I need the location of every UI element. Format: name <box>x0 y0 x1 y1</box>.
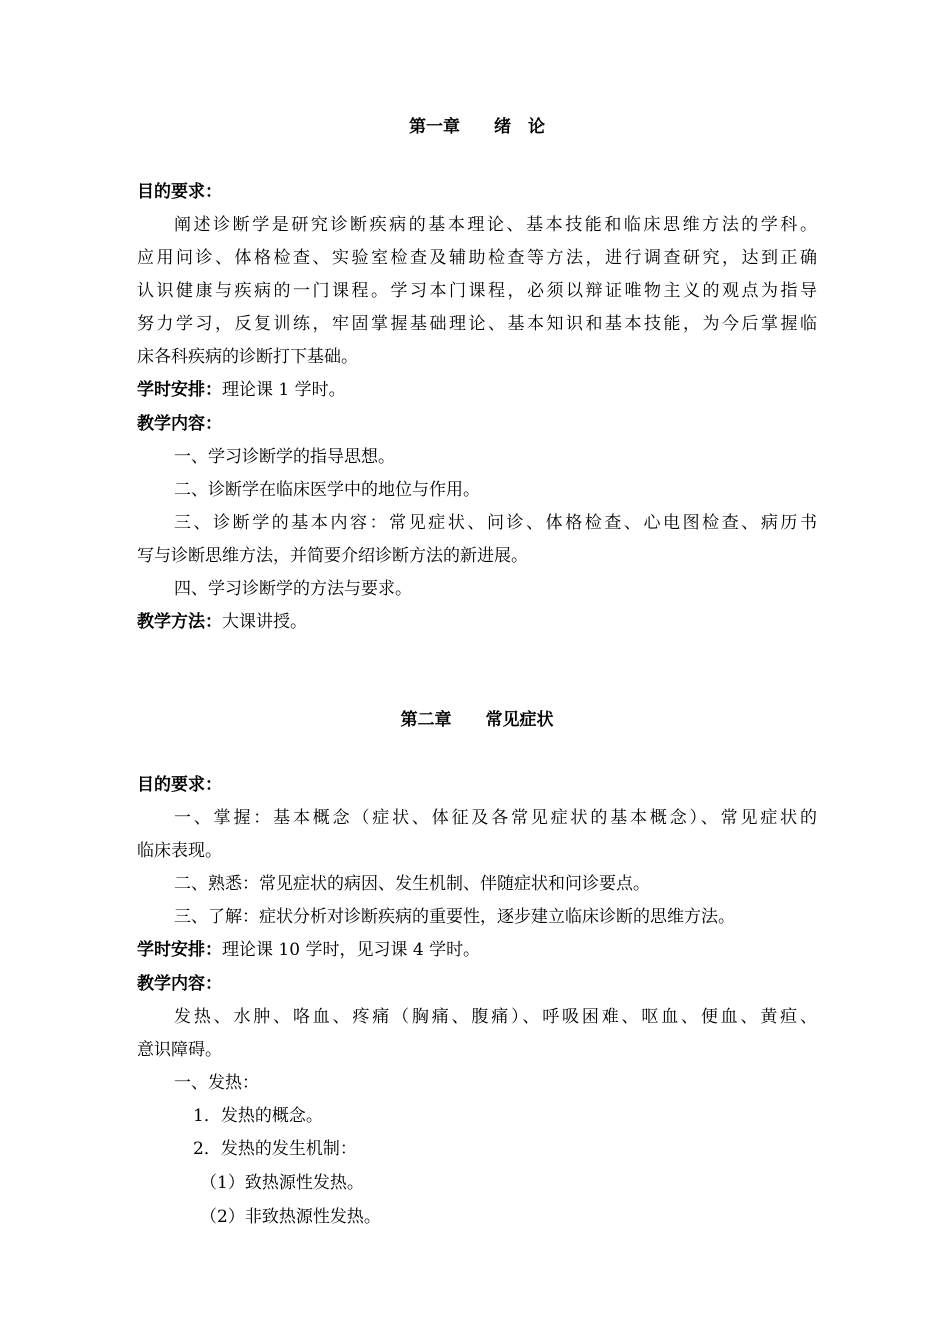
ch2-content-line: 发热、水肿、咯血、疼痛（胸痛、腹痛）、呼吸困难、呕血、便血、黄疸、 <box>174 1007 817 1027</box>
ch1-method-row <box>137 611 817 633</box>
ch1-objectives-line: 应用问诊、体格检查、实验室检查及辅助检查等方法，进行调查研究，达到正确 <box>137 248 817 268</box>
ch1-objectives-line: 认识健康与疾病的一门课程。学习本门课程，必须以辩证唯物主义的观点为指导 <box>137 281 817 301</box>
ch2-hours-row <box>137 939 817 961</box>
ch1-hours-row <box>137 379 817 401</box>
ch2-content-line: （1）致热源性发热。 <box>200 1173 364 1193</box>
ch2-objectives-line: 二、熟悉：常见症状的病因、发生机制、伴随症状和问诊要点。 <box>174 874 650 894</box>
ch2-hours-label: 学时安排： <box>137 940 222 960</box>
ch1-objectives-line: 阐述诊断学是研究诊断疾病的基本理论、基本技能和临床思维方法的学科。 <box>174 215 817 235</box>
ch2-objectives-line: 一、掌握：基本概念（症状、体征及各常见症状的基本概念）、常见症状的 <box>174 808 817 828</box>
ch1-content-line: 二、诊断学在临床医学中的地位与作用。 <box>174 480 480 500</box>
ch2-hours-text: 理论课 10 学时，见习课 4 学时。 <box>222 940 481 960</box>
ch1-method-text: 大课讲授。 <box>222 612 307 632</box>
ch2-content-line: （2）非致热源性发热。 <box>200 1207 381 1227</box>
chapter-2-title: 第二章 常见症状 <box>400 710 554 730</box>
ch2-objectives-line: 临床表现。 <box>137 841 222 861</box>
ch2-content-label: 教学内容： <box>137 974 222 994</box>
ch2-content-line: 1．发热的概念。 <box>193 1106 323 1126</box>
ch1-method-label: 教学方法： <box>137 612 222 632</box>
ch2-objectives-line: 三、了解：症状分析对诊断疾病的重要性，逐步建立临床诊断的思维方法。 <box>174 907 735 927</box>
ch1-content-line: 一、学习诊断学的指导思想。 <box>174 447 395 467</box>
ch1-content-line: 三、诊断学的基本内容：常见症状、问诊、体格检查、心电图检查、病历书 <box>174 513 817 533</box>
ch1-content-line: 写与诊断思维方法，并简要介绍诊断方法的新进展。 <box>137 546 528 566</box>
ch1-objectives-line: 床各科疾病的诊断打下基础。 <box>137 347 358 367</box>
ch2-objectives-label: 目的要求： <box>137 775 222 795</box>
chapter-1-title: 第一章 绪 论 <box>409 117 545 137</box>
ch1-hours-text: 理论课 1 学时。 <box>222 380 346 400</box>
ch2-content-line: 意识障碍。 <box>137 1040 222 1060</box>
ch2-content-line: 一、发热： <box>174 1073 259 1093</box>
ch1-hours-label: 学时安排： <box>137 380 222 400</box>
ch1-content-line: 四、学习诊断学的方法与要求。 <box>174 579 412 599</box>
ch1-objectives-line: 努力学习，反复训练，牢固掌握基础理论、基本知识和基本技能，为今后掌握临 <box>137 314 817 334</box>
ch1-content-label: 教学内容： <box>137 414 222 434</box>
ch2-content-line: 2．发热的发生机制： <box>193 1139 357 1159</box>
ch1-objectives-label: 目的要求： <box>137 182 222 202</box>
